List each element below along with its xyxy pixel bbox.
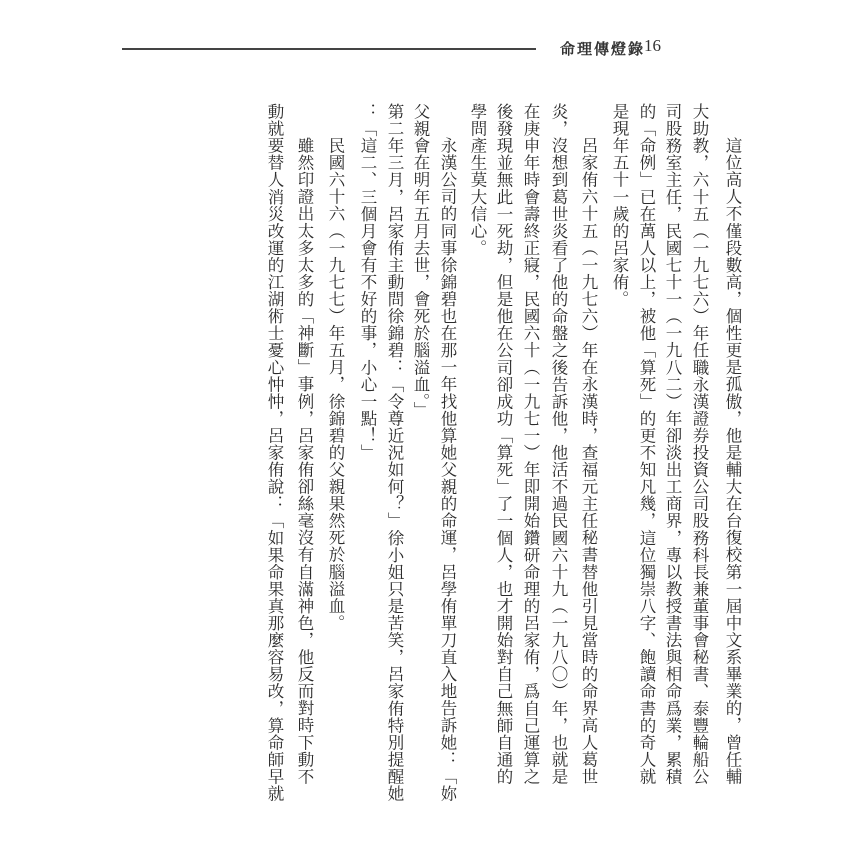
header-rule <box>122 48 536 50</box>
text-column: 是現年五十一歲的呂家侑。 <box>610 103 629 308</box>
running-header-title: 命理傳燈錄 <box>560 40 646 58</box>
text-column: 第二年三月，呂家侑主動問徐錦碧：「令尊近況如何？」徐小姐只是苦笑，呂家侑特別提醒她 <box>385 103 404 803</box>
text-column: 這位高人不僅段數高，個性更是孤傲，他是輔大在台復校第一屆中文系畢業的，曾任輔 <box>723 137 742 785</box>
text-column: 的「命例」已在萬人以上，被他「算死」的更不知凡幾，這位獨崇八字、飽讀命書的奇人就 <box>637 103 656 785</box>
text-column: 大助教，六十五（一九七六）年任職永漢證券投資公司股務科長兼董事會秘書、泰豐輪船公 <box>690 103 709 785</box>
text-column: 動就要替人消災改運的江湖術士憂心忡忡，呂家侑說：「如果命果真那麼容易改，算命師早就 <box>265 103 284 803</box>
text-column: 後發現並無此一死劫，但是他在公司卻成功「算死」了一個人，也才開始對自己無師自通的 <box>494 103 513 785</box>
text-column: 父親會在明年五月去世，會死於腦溢血。」 <box>411 103 430 419</box>
page-number: 16 <box>644 36 661 55</box>
text-column: ：「這二、三個月會有不好的事，小心一點！」 <box>358 103 377 462</box>
text-column: 司股務室主任，民國七十一（一九八二）年卻淡出工商界，專以教授書法與相命爲業，累積 <box>663 103 682 785</box>
text-column: 永漢公司的同事徐錦碧也在那一年找他算她父親的命運，呂學侑單刀直入地告訴她：「妳 <box>438 137 457 802</box>
text-column: 民國六十六（一九七七）年五月，徐錦碧的父親果然死於腦溢血。 <box>326 137 345 632</box>
text-column: 雖然印證出太多太多的「神斷」事例，呂家侑卻絲毫沒有自滿神色，他反而對時下動不 <box>295 137 314 785</box>
text-column: 呂家侑六十五（一九七六）年在永漢時，查福元主任秘書替他引見當時的命界高人葛世 <box>579 137 598 785</box>
text-column: 在庚申年時會壽終正寢，民國六十（一九七一）年即開始鑽研命理的呂家侑，爲自己運算之 <box>521 103 540 785</box>
text-column: 學問產生莫大信心。 <box>468 103 487 257</box>
text-column: 炎，沒想到葛世炎看了他的命盤之後告訴他，他活不過民國六十九（一九八〇）年，也就是 <box>549 103 568 785</box>
